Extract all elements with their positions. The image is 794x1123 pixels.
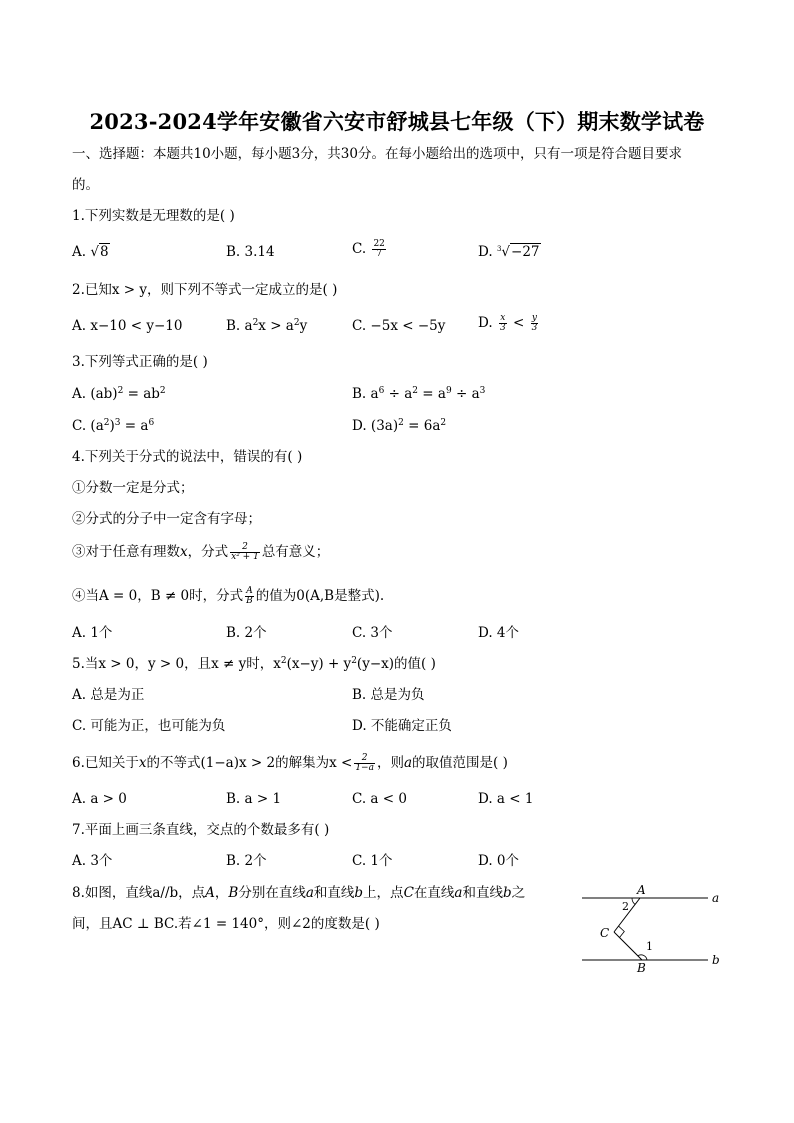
question-6-option-b: B. a > 1 [226,791,282,807]
question-6-option-a: A. a > 0 [72,791,127,807]
angle-2-arc [632,898,635,904]
question-1-option-b: B. 3.14 [226,244,275,260]
question-3-option-a: A. $(ab)^2 = ab^2$ [72,386,166,402]
question-4-option-a: A. 1个 [72,625,113,641]
question-7-option-b: B. 2个 [226,853,267,869]
question-4-statement-4: ④当A = 0，B ≠ 0时，分式 $\frac{A}{B}$ 的值为0(A,B是整式). [72,586,385,606]
fraction: $\frac{22}{7}$ [373,239,385,259]
question-5-option-d: D. 不能确定正负 [352,718,452,734]
fraction: $\frac{2}{\text{x² + 1}}$ [231,542,259,562]
segment-cb [614,932,642,960]
fraction: $\frac{2}{1-a}$ [355,753,374,773]
question-8-stem-line2: 间，且AC ⊥ BC.若∠1 = 140°，则∠2的度数是( ) [72,916,380,932]
question-4-statement-3: ③对于任意有理数x，分式 $\frac{2}{\text{x² + 1}}$ 总有意义； [72,542,330,562]
question-4-option-c: C. 3个 [352,625,393,641]
question-7-option-a: A. 3个 [72,853,113,869]
question-7-stem: 7.平面上画三条直线，交点的个数最多有( ) [72,822,330,838]
question-4-stem: 4.下列关于分式的说法中，错误的有( ) [72,449,303,465]
question-3-stem: 3.下列等式正确的是( ) [72,354,208,370]
question-3-option-b: B. $a^6 \div a^2 = a^9 \div a^3$ [352,386,486,402]
question-4-statement-1: ①分数一定是分式； [72,480,194,496]
question-3-option-c: C. $(a^2)^3 = a^6$ [72,418,155,434]
question-5-stem: 5.当x > 0，y > 0，且x ≠ y时，$x^2(x-y) + y^2(y-x)$的值( ) [72,656,436,672]
cube-root-symbol: $^3$√−27 [496,244,540,260]
question-4-option-d: D. 4个 [478,625,520,641]
question-2-option-a: A. x−10 < y−10 [72,318,183,334]
question-5-option-a: A. 总是为正 [72,687,145,703]
question-6-option-d: D. a < 1 [478,791,534,807]
question-7-option-c: C. 1个 [352,853,393,869]
question-3-option-d: D. $(3a)^2 = 6a^2$ [352,418,447,434]
label-angle-2: 2 [622,900,629,913]
label-point-c: C [600,926,610,940]
label-line-a: a [712,891,720,905]
question-1-stem: 1.下列实数是无理数的是( ) [72,208,235,224]
parallel-lines-figure [576,880,726,980]
question-4-statement-2: ②分式的分子中一定含有字母； [72,511,261,527]
question-2-option-b: B. $a^2x > a^2y$ [226,318,308,334]
label-angle-1: 1 [646,940,653,953]
question-5-option-b: B. 总是为负 [352,687,425,703]
question-1-option-d: D. $^3$√−27 [478,244,540,260]
question-6-stem: 6.已知关于x的不等式(1−a)x > 2的解集为x < $\frac{2}{1-a}$ ，则a的取值范围是( ) [72,753,508,773]
fraction: $\frac{A}{B}$ [246,586,253,606]
section-heading-line2: 的。 [72,177,99,193]
question-4-option-b: B. 2个 [226,625,267,641]
label-line-b: b [712,953,720,967]
question-1-option-c: C. $\frac{22}{7}$ [352,239,385,259]
question-2-option-c: C. −5x < −5y [352,318,446,334]
page-title: 2023-2024学年安徽省六安市舒城县七年级（下）期末数学试卷 [89,109,705,134]
question-6-option-c: C. a < 0 [352,791,407,807]
right-angle-mark [619,926,625,937]
label-point-a: A [637,883,646,897]
section-heading-line1: 一、选择题：本题共10小题，每小题3分，共30分。在每小题给出的选项中，只有一项是符合题目要求 [72,146,682,162]
question-1-option-a: A. √8 [72,244,109,260]
question-2-option-d: D. $\frac{x}{3}$ < $\frac{y}{3}$ [478,313,538,333]
sqrt-symbol: √8 [90,244,109,260]
question-5-option-c: C. 可能为正，也可能为负 [72,718,226,734]
question-2-stem: 2.已知x > y，则下列不等式一定成立的是( ) [72,282,338,298]
question-8-stem-line1: 8.如图，直线a//b，点A，B分别在直线a和直线b上，点C在直线a和直线b之 [72,885,526,901]
label-point-b: B [637,961,646,975]
question-7-option-d: D. 0个 [478,853,520,869]
